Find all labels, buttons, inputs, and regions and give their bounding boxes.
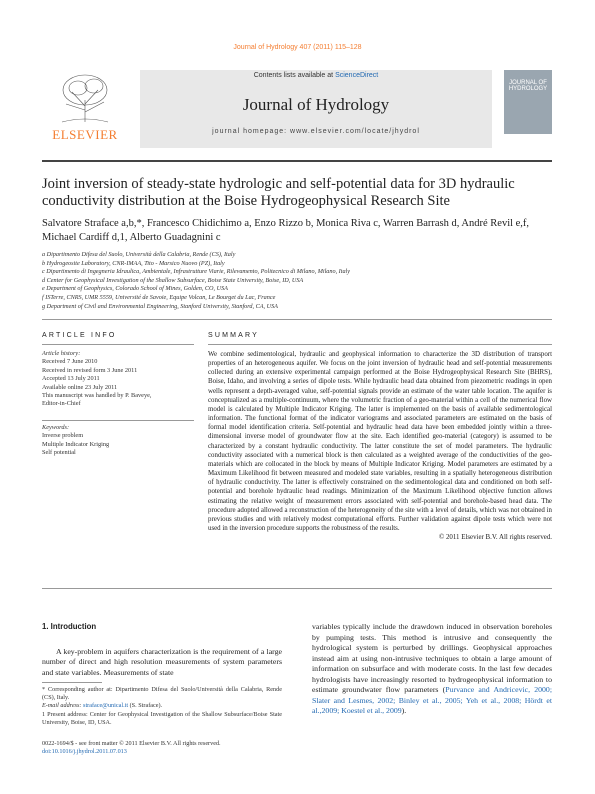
- keyword: Inverse problem: [42, 432, 84, 440]
- affiliation-f: f ISTerre, CNRS, UMR 5559, Université de Savoie, Equipe Volcan, Le Bourget du Lac, France: [42, 293, 276, 301]
- body-left-column: [42, 622, 282, 678]
- section-heading: 1. Introduction: [42, 622, 97, 631]
- email-label: E-mail address:: [42, 702, 84, 710]
- citation-links[interactable]: Purvance and Andricevic, 2000; Slater and Lesmes, 2002; Binley et al., 2005; Yeh et al., 2008; Hördt et al.,2009; Koestel et al., 2009: [312, 685, 552, 715]
- keyword: Multiple Indicator Kriging: [42, 440, 110, 448]
- copyright: © 2011 Elsevier B.V. All rights reserved.: [439, 534, 552, 542]
- keywords-label: Keywords:: [42, 424, 70, 431]
- paragraph-text: variables typically include the drawdown induced in observation boreholes by pumping tests. This method is intrusive and consequently the hydrological system is perturbed by drillings. Geophysical approaches instead aim at using non-intrusive techniques to obtain a large amount of information on subsurface and with moderate costs. In the last few decades hydrologists have increasingly resorted to hydrogeophysical information to estimate groundwater flow parameters (: [312, 622, 552, 694]
- keywords: [42, 424, 194, 458]
- email-suffix: (S. Straface).: [128, 702, 163, 710]
- journal-reference[interactable]: Journal of Hydrology 407 (2011) 115–128: [233, 44, 362, 51]
- email-link[interactable]: straface@unical.it: [83, 702, 129, 710]
- journal-title: Journal of Hydrology: [242, 95, 390, 114]
- affiliation-b: b Hydrogeosite Laboratory, CNR-IMAA, Tito - Marsico Nuovo (PZ), Italy: [42, 259, 225, 267]
- issn-line: 0022-1694/$ - see front matter © 2011 Elsevier B.V. All rights reserved.: [42, 740, 221, 747]
- affiliations: [42, 251, 562, 311]
- body-right-column: [312, 622, 552, 717]
- abstract: [208, 350, 552, 542]
- abstract-text: We combine sedimentological, hydraulic and geophysical information to characterize the 3D distribution of transport properties of an heterogeneous aquifer. We focus on the joint inversion of hydraulic head and self-potential measurements collected during an extensive experimental campaign performed at the Boise Hydrogeophysical Research Site (BHRS), Boise, Idaho, and involving a series of dipole tests. While hydraulic head data obtained from piezometric readings in open wells represent a depth-averaged value, self-potential signals provide an estimate of the water table location. The aquifer is conceptualized as a multiple-continuum, where the volumetric fraction of a geo-material within a cell of the numerical flow model is calculated by Multiple Indicator Kriging. The latter is implemented on the basis of available sedimentological information. The functional format of the indicator variograms and associated parameters are estimated on the basis of formal model identification criteria. Self-potential and hydraulic head data have been embedded jointly within a three-dimensional inverse model of groundwater flow at the site. Each identified geo-material (category) is assumed to be characterized by a constant hydraulic conductivity. The latter constitute the set of model parameters. The hydraulic conductivity associated with a numerical block is then calculated as a weighted average of the conductivities of the geo-materials which are collocated in the block by means of Multiple Indicator Kriging. Model parameters are estimated by a Maximum Likelihood fit between measured and modeled state variables, resulting in a spatially heterogeneous distribution of hydraulic conductivity. The latter is effectively constrained on the sedimentological data and conditioned on both self-potential and borehole hydraulic head readings. Minimization of the Maximum Likelihood objective function allows estimating the relative weight of measurement errors associated with self-potential and borehole-based head data. The procedure adopted allowed a reconstruction of the heterogeneity of the site with a level of details, which was not obtained in previous studies and with relatively modest computational efforts. Further validation against dipole tests which were not used in the inversion procedure supports the robustness of the results.: [208, 351, 552, 532]
- present-address-note: 1 Present address: Center for Geophysical Investigation of the Shallow Subsurface/Boise State University, Boise, ID, USA.: [42, 710, 282, 726]
- summary-heading: SUMMARY: [208, 332, 260, 339]
- email-note: [42, 702, 282, 710]
- history-item: Received 7 June 2010: [42, 358, 98, 366]
- sciencedirect-link[interactable]: ScienceDirect: [335, 72, 379, 79]
- body-paragraph: [312, 622, 552, 717]
- article-title: Joint inversion of steady-state hydrologic and self-potential data for 3D hydraulic conductivity distribution at the Boise Hydrogeophysical Research Site: [42, 176, 515, 209]
- contents-prefix: Contents lists available at: [253, 72, 336, 79]
- divider: [42, 344, 194, 345]
- affiliation-c: c Dipartimento di Ingegneria Idraulica, Ambientale, Infrastrutture Viarie, Rilevamento, Politecnico di Milano, Milano, Italy: [42, 268, 351, 276]
- footnote-divider: [42, 682, 102, 683]
- journal-cover-title: JOURNAL OF HYDROLOGY: [508, 80, 548, 92]
- affiliation-a: a Dipartimento Difesa del Suolo, Università della Calabria, Rende (CS), Italy: [42, 251, 236, 258]
- affiliation-d: d Center for Geophysical Investigation of the Shallow Subsurface, Boise State University, Boise, ID, USA: [42, 276, 304, 284]
- article-history: [42, 350, 194, 409]
- footnotes: [42, 686, 282, 727]
- affiliation-e: e Department of Geophysics, Colorado School of Mines, Golden, CO, USA: [42, 285, 228, 293]
- doi-link[interactable]: doi:10.1016/j.jhydrol.2011.07.013: [42, 748, 127, 756]
- history-label: Article history:: [42, 350, 81, 357]
- contents-line: [140, 72, 492, 79]
- divider: [42, 420, 194, 421]
- publisher-name: ELSEVIER: [52, 127, 118, 142]
- paragraph-text: ).: [401, 706, 407, 715]
- history-item: Editor-in-Chief: [42, 400, 81, 408]
- divider: [208, 344, 552, 345]
- keyword: Self potential: [42, 449, 76, 457]
- divider: [42, 588, 552, 589]
- history-item: Received in revised form 3 June 2011: [42, 366, 138, 374]
- divider: [42, 319, 552, 320]
- corresponding-author-note: * Corresponding author at: Dipartimento Difesa del Suolo/Università della Calabria, Rende (CS), Italy.: [42, 686, 282, 702]
- affiliation-g: g Department of Civil and Environmental Engineering, Stanford University, Stanford, CA, USA: [42, 302, 278, 310]
- article-info-heading: ARTICLE INFO: [42, 332, 117, 339]
- history-item: Accepted 13 July 2011: [42, 375, 100, 383]
- history-item: Available online 23 July 2011: [42, 383, 118, 391]
- journal-homepage[interactable]: journal homepage: www.elsevier.com/locate/jhydrol: [212, 128, 420, 135]
- body-paragraph: A key-problem in aquifers characterization is the requirement of a large number of direct and high resolution measurements of system parameters and state variables. Measurements of state: [42, 646, 282, 677]
- history-item: This manuscript was handled by P. Baveye,: [42, 392, 152, 400]
- publication-info: [42, 740, 282, 757]
- author-list: Salvatore Straface a,b,*, Francesco Chidichimo a, Enzo Rizzo b, Monica Riva c, Warren Barrash d, André Revil e,f, Michael Cardiff d,1, Alberto Guadagnini c: [42, 218, 530, 243]
